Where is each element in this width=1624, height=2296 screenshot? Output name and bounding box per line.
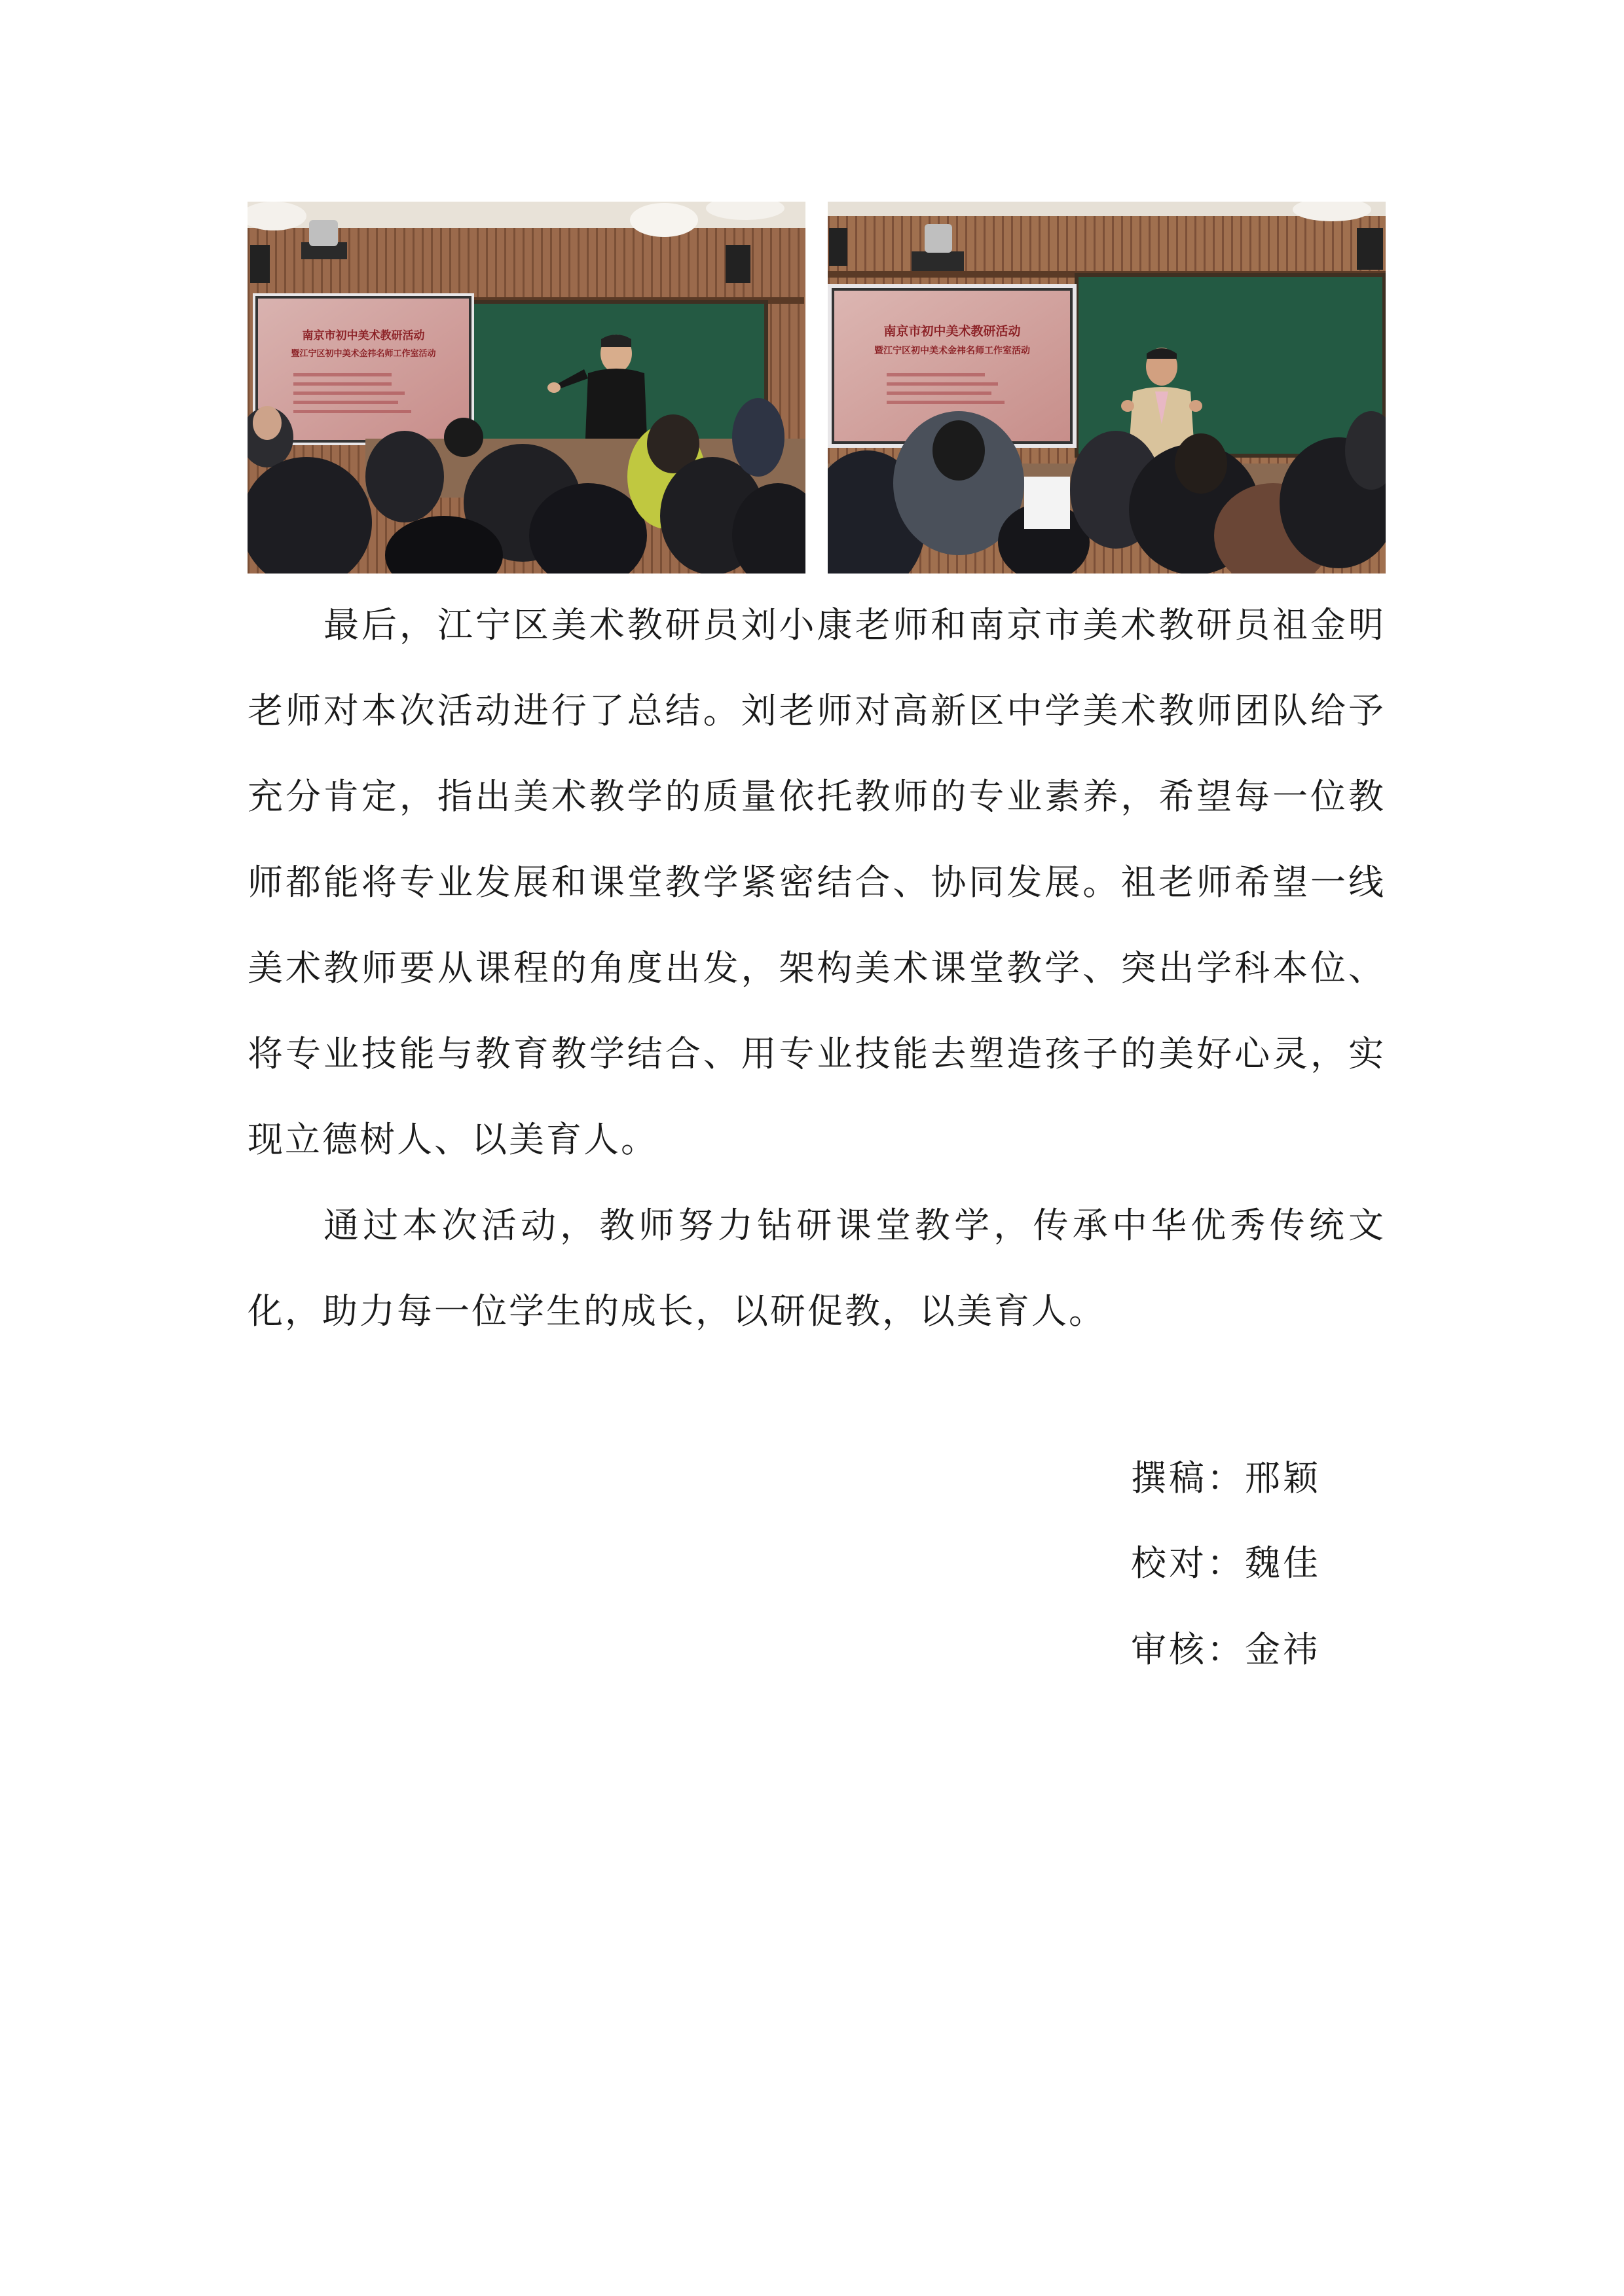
right-slide-subtitle: 暨江宁区初中美术金祎名师工作室活动 (874, 346, 1030, 356)
left-slide-title: 南京市初中美术教研活动 (302, 329, 425, 342)
credit-reviewer: 审核：金祎 (1131, 1629, 1321, 1670)
event-photo-right (828, 202, 1386, 574)
summary-paragraph: 最后，江宁区美术教研员刘小康老师和南京市美术教研员祖金明老师对本次活动进行了总结。刘老师对高新区中学美术教师团队给予充分肯定，指出美术教学的质量依托教师的专业素养，希望每一位教师都能将专业发展和课堂教学紧密结合、协同发展。祖老师希望一线美术教师要从课程的角度出发，架构美术课堂教学、突出学科本位、将专业技能与教育教学结合、用专业技能去塑造孩子的美好心灵，实现立德树人、以美育人。 (248, 604, 1386, 1160)
conclusion-paragraph: 通过本次活动，教师努力钻研课堂教学，传承中华优秀传统文化，助力每一位学生的成长，以研促教，以美育人。 (248, 1205, 1386, 1332)
left-slide-subtitle: 暨江宁区初中美术金祎名师工作室活动 (291, 349, 436, 359)
credit-proofreader: 校对：魏佳 (1131, 1542, 1321, 1584)
right-slide-title: 南京市初中美术教研活动 (883, 324, 1021, 338)
event-photo-left (248, 202, 805, 574)
credit-writer: 撰稿：邢颖 (1131, 1457, 1321, 1499)
